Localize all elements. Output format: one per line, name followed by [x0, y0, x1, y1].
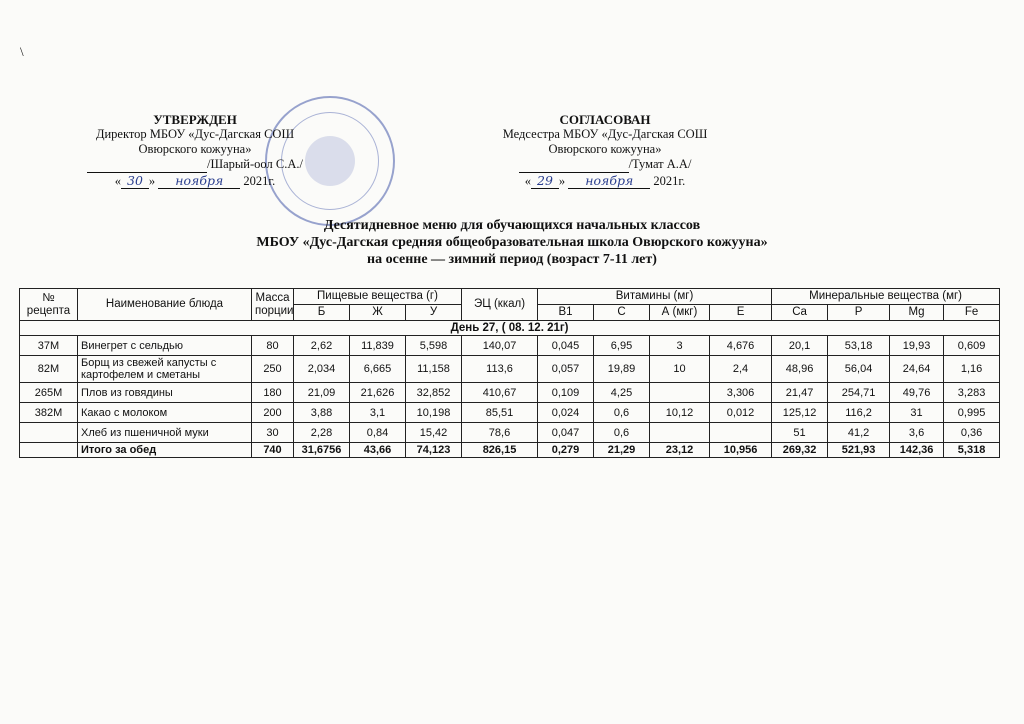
cell-a — [650, 383, 710, 403]
day-label: День 27, ( 08. 12. 21г) — [20, 321, 1000, 336]
cell-c: 19,89 — [594, 356, 650, 383]
cell-mass: 250 — [252, 356, 294, 383]
cell-c: 0,6 — [594, 403, 650, 423]
cell-e: 2,4 — [710, 356, 772, 383]
header-row-1 — [20, 289, 1000, 305]
cell-mass: 180 — [252, 383, 294, 403]
cell-mg: 24,64 — [890, 356, 944, 383]
cell-e: 4,676 — [710, 336, 772, 356]
cell-a — [650, 423, 710, 443]
table-row — [20, 336, 1000, 356]
col-nutrients: Пищевые вещества (г) — [294, 289, 462, 305]
approval-position: Директор МБОУ «Дус-Дагская СОШ — [95, 127, 295, 141]
total-recipe — [20, 443, 78, 458]
cell-recipe: 37М — [20, 336, 78, 356]
cell-energy: 113,6 — [462, 356, 538, 383]
cell-name: Винегрет с сельдью — [78, 336, 252, 356]
cell-energy: 78,6 — [462, 423, 538, 443]
cell-b1: 0,109 — [538, 383, 594, 403]
cell-mg: 49,76 — [890, 383, 944, 403]
total-mass: 740 — [252, 443, 294, 458]
cell-u: 32,852 — [406, 383, 462, 403]
cell-c: 4,25 — [594, 383, 650, 403]
col-dish: Наименование блюда — [78, 289, 252, 321]
total-b1: 0,279 — [538, 443, 594, 458]
cell-u: 5,598 — [406, 336, 462, 356]
col-e: Е — [710, 305, 772, 321]
agreement-organization: Овюрского кожууна» — [548, 142, 662, 156]
cell-a: 10,12 — [650, 403, 710, 423]
total-p: 521,93 — [828, 443, 890, 458]
agreement-title: СОГЛАСОВАН — [559, 112, 651, 127]
cell-a: 10 — [650, 356, 710, 383]
table-row — [20, 403, 1000, 423]
cell-u: 15,42 — [406, 423, 462, 443]
total-row — [20, 443, 1000, 458]
title-line-2: МБОУ «Дус-Дагская средняя общеобразовательная школа Овюрского кожууна» — [256, 235, 768, 250]
dish-rows — [20, 336, 1000, 443]
cell-recipe — [20, 423, 78, 443]
cell-b: 3,88 — [294, 403, 350, 423]
table-row — [20, 423, 1000, 443]
col-ca: Ca — [772, 305, 828, 321]
agreement-signature-line — [470, 157, 740, 173]
cell-fe: 3,283 — [944, 383, 1000, 403]
approval-date: « 30 » ноября 2021г. — [114, 173, 276, 188]
cell-mass: 30 — [252, 423, 294, 443]
cell-energy: 140,07 — [462, 336, 538, 356]
col-mg: Mg — [890, 305, 944, 321]
corner-mark: \ — [20, 44, 24, 59]
title-line-3: на осенне — зимний период (возраст 7-11 лет) — [367, 252, 657, 267]
cell-ca: 21,47 — [772, 383, 828, 403]
cell-b: 21,09 — [294, 383, 350, 403]
approval-date-day: 30 — [121, 173, 149, 189]
col-c: С — [594, 305, 650, 321]
col-u: У — [406, 305, 462, 321]
col-zh: Ж — [350, 305, 406, 321]
cell-p: 53,18 — [828, 336, 890, 356]
cell-zh: 21,626 — [350, 383, 406, 403]
approval-organization: Овюрского кожууна» — [138, 142, 252, 156]
cell-b: 2,28 — [294, 423, 350, 443]
cell-mg: 19,93 — [890, 336, 944, 356]
approval-signer-name: /Шарый-оол С.А./ — [207, 157, 303, 171]
col-b: Б — [294, 305, 350, 321]
cell-recipe: 82М — [20, 356, 78, 383]
cell-ca: 20,1 — [772, 336, 828, 356]
total-zh: 43,66 — [350, 443, 406, 458]
cell-b: 2,62 — [294, 336, 350, 356]
table-row — [20, 356, 1000, 383]
cell-zh: 3,1 — [350, 403, 406, 423]
cell-fe: 0,995 — [944, 403, 1000, 423]
col-mass: Масса порции — [252, 289, 294, 321]
approval-date-year: 2021г. — [243, 174, 276, 188]
cell-name: Хлеб из пшеничной муки — [78, 423, 252, 443]
cell-fe: 1,16 — [944, 356, 1000, 383]
total-a: 23,12 — [650, 443, 710, 458]
cell-zh: 0,84 — [350, 423, 406, 443]
document-title — [0, 217, 1024, 268]
cell-fe: 0,609 — [944, 336, 1000, 356]
agreement-date-month: ноября — [568, 173, 650, 189]
agreement-position: Медсестра МБОУ «Дус-Дагская СОШ — [502, 127, 708, 141]
cell-fe: 0,36 — [944, 423, 1000, 443]
cell-b1: 0,047 — [538, 423, 594, 443]
cell-name: Плов из говядины — [78, 383, 252, 403]
cell-ca: 48,96 — [772, 356, 828, 383]
cell-mass: 200 — [252, 403, 294, 423]
agreement-date: « 29 » ноября 2021г. — [524, 173, 686, 188]
col-fe: Fe — [944, 305, 1000, 321]
cell-a: 3 — [650, 336, 710, 356]
cell-b: 2,034 — [294, 356, 350, 383]
cell-mg: 31 — [890, 403, 944, 423]
col-vitamins: Витамины (мг) — [538, 289, 772, 305]
cell-e — [710, 423, 772, 443]
table-row — [20, 383, 1000, 403]
cell-recipe: 382М — [20, 403, 78, 423]
cell-ca: 51 — [772, 423, 828, 443]
total-label: Итого за обед — [78, 443, 252, 458]
cell-energy: 410,67 — [462, 383, 538, 403]
cell-u: 10,198 — [406, 403, 462, 423]
menu-table — [19, 288, 1000, 458]
agreement-block — [470, 112, 740, 189]
cell-name: Борщ из свежей капусты с картофелем и сметаны — [78, 356, 252, 383]
total-e: 10,956 — [710, 443, 772, 458]
cell-name: Какао с молоком — [78, 403, 252, 423]
col-minerals: Минеральные вещества (мг) — [772, 289, 1000, 305]
cell-energy: 85,51 — [462, 403, 538, 423]
cell-recipe: 265М — [20, 383, 78, 403]
cell-p: 254,71 — [828, 383, 890, 403]
cell-mass: 80 — [252, 336, 294, 356]
cell-p: 56,04 — [828, 356, 890, 383]
agreement-date-year: 2021г. — [653, 174, 686, 188]
approval-block — [50, 112, 340, 189]
total-energy: 826,15 — [462, 443, 538, 458]
approval-date-month: ноября — [158, 173, 240, 189]
cell-e: 3,306 — [710, 383, 772, 403]
col-recipe: № рецепта — [20, 289, 78, 321]
cell-zh: 11,839 — [350, 336, 406, 356]
approval-title: УТВЕРЖДЕН — [153, 112, 237, 127]
cell-zh: 6,665 — [350, 356, 406, 383]
cell-b1: 0,045 — [538, 336, 594, 356]
cell-c: 0,6 — [594, 423, 650, 443]
total-fe: 5,318 — [944, 443, 1000, 458]
day-row — [20, 321, 1000, 336]
cell-c: 6,95 — [594, 336, 650, 356]
total-mg: 142,36 — [890, 443, 944, 458]
col-energy: ЭЦ (ккал) — [462, 289, 538, 321]
col-b1: В1 — [538, 305, 594, 321]
agreement-date-day: 29 — [531, 173, 559, 189]
total-ca: 269,32 — [772, 443, 828, 458]
total-u: 74,123 — [406, 443, 462, 458]
approval-signature-line — [50, 157, 340, 173]
cell-b1: 0,024 — [538, 403, 594, 423]
cell-e: 0,012 — [710, 403, 772, 423]
cell-b1: 0,057 — [538, 356, 594, 383]
cell-p: 116,2 — [828, 403, 890, 423]
title-line-1: Десятидневное меню для обучающихся начальных классов — [323, 218, 701, 233]
cell-u: 11,158 — [406, 356, 462, 383]
agreement-signer-name: /Тумат А.А/ — [628, 157, 692, 171]
total-c: 21,29 — [594, 443, 650, 458]
cell-p: 41,2 — [828, 423, 890, 443]
cell-mg: 3,6 — [890, 423, 944, 443]
cell-ca: 125,12 — [772, 403, 828, 423]
col-a: А (мкг) — [650, 305, 710, 321]
total-b: 31,6756 — [294, 443, 350, 458]
col-p: P — [828, 305, 890, 321]
